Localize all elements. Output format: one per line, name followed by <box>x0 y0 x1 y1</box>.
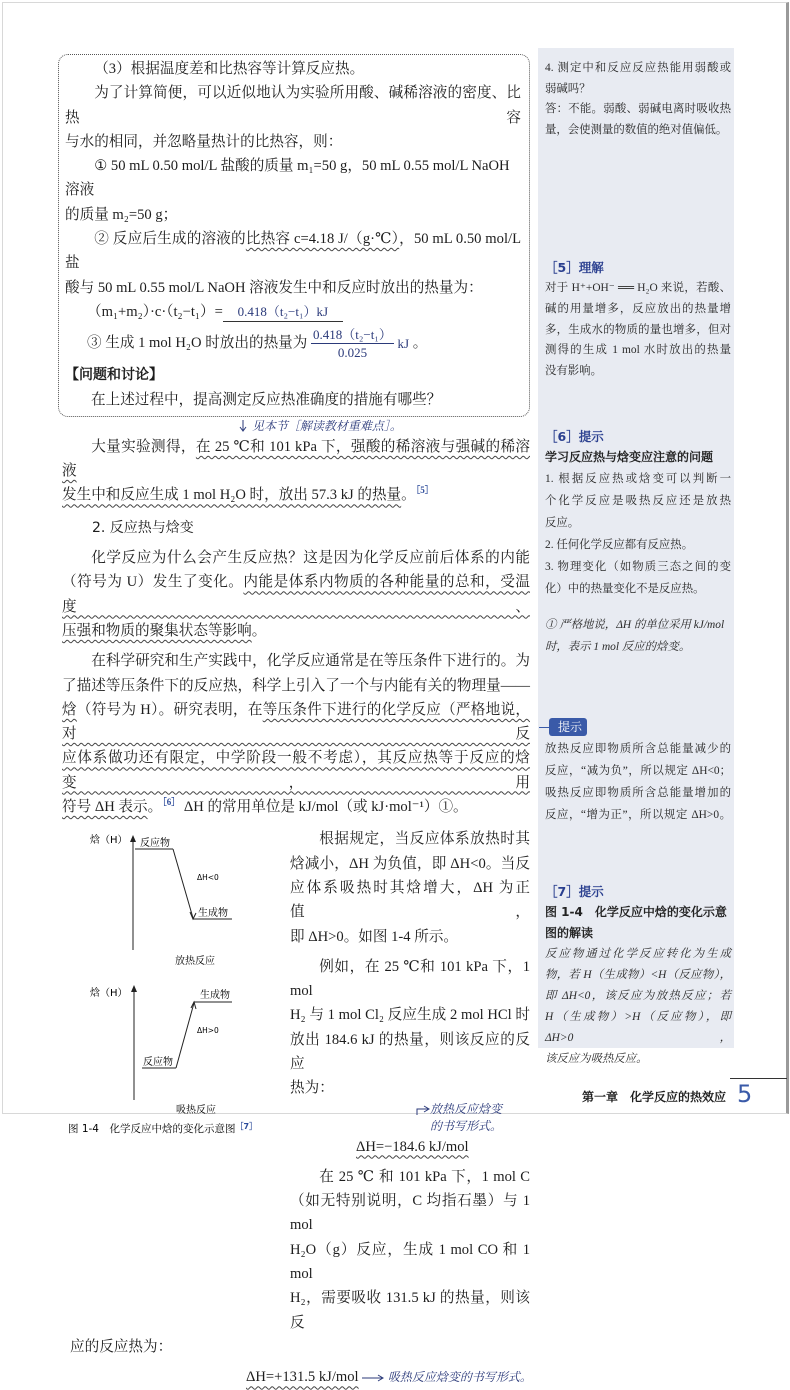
text-line: 吸热反应即物质所含总能量增加的 <box>545 787 731 800</box>
text-line: 酸与 50 mL 0.55 mol/L NaOH 溶液发生中和反应时放出的热量为： <box>65 279 483 296</box>
handwritten-note-exo-line-1 <box>290 1101 530 1118</box>
text-line: 化）中的热量变化不是反应热。 <box>545 583 705 596</box>
text-line: 个化学反应是吸热反应还是放热 <box>545 495 731 508</box>
note-6-title: ［6］提示 <box>545 429 604 445</box>
note-reference: ［5］ <box>415 485 434 496</box>
text-line: 4. 测定中和反应反应热能用弱酸或 <box>545 62 731 74</box>
fraction-denominator: 0.025 <box>337 345 368 361</box>
text-line: 为了计算简便，可以近似地认为实验所用酸、碱稀溶液的密度、比热容 <box>65 85 521 126</box>
text-line: 的质量 m₂=50 g； <box>65 206 178 223</box>
note-6-subtitle: 学习反应热与焓变应注意的问题 <box>545 450 714 465</box>
figure-row <box>62 827 530 1335</box>
arrow-down-icon <box>238 420 248 432</box>
transition-line <box>173 849 193 918</box>
emphasized-text: 在 25 ℃和 101 kPa 下，强酸的稀溶液与强碱的稀溶液 <box>62 438 530 480</box>
formula-line <box>65 300 521 324</box>
fraction <box>311 326 394 361</box>
text-line: ① 50 mL 0.50 mol/L 盐酸的质量 m₁=50 g，50 mL 0.55 mol/L NaOH 溶液 <box>65 158 510 199</box>
text-line: 量，会使测量的数值的绝对值偏低。 <box>545 123 728 136</box>
text-line: H₂ 与 1 mol Cl₂ 反应生成 2 mol HCl 时 <box>290 1007 530 1024</box>
text-line: 反应。 <box>545 517 580 530</box>
figure-caption-line <box>68 1121 257 1135</box>
text-line: 反应，“减为负”，所以规定 ΔH<0； <box>545 765 731 778</box>
text-line <box>62 795 530 819</box>
emphasized-text: 发生中和反应生成 1 mol H₂O 时，放出 57.3 kJ 的热量 <box>62 487 402 504</box>
text-line: 没有影响。 <box>545 364 602 377</box>
text-line <box>62 435 530 484</box>
text-line <box>65 227 521 276</box>
product-label: 生成物 <box>198 908 228 920</box>
chapter-title: 第一章 化学反应的热效应 <box>582 1090 727 1105</box>
main-column <box>62 54 530 1390</box>
emphasized-text: 压强和物质的聚集状态等影响 <box>62 622 252 639</box>
equation-endothermic: ΔH=+131.5 kJ/mol <box>246 1369 359 1386</box>
figure-side-text <box>290 827 530 1335</box>
text-line: ① 严格地说，ΔH 的单位采用 kJ/mol <box>545 619 725 632</box>
text-line: 即 ΔH<0，该反应为放热反应；若 <box>545 990 731 1003</box>
text-segment: 。 <box>147 799 163 816</box>
reactant-label: 反应物 <box>143 1057 173 1069</box>
text-line: （如无特别说明，C 均指石墨）与 1 mol <box>290 1193 530 1234</box>
text-line: 多，生成水的物质的量也增多，但对 <box>545 323 731 336</box>
note-7-title: ［7］提示 <box>545 884 604 900</box>
tip-badge: 提示 <box>549 718 587 736</box>
text-line: 例如，在 25 ℃和 101 kPa 下，1 mol <box>290 958 530 1000</box>
text-line <box>62 698 530 747</box>
note-arrow-icon <box>362 1373 384 1383</box>
handwritten-note-endo: 吸热反应焓变的书写形式。 <box>387 1370 532 1385</box>
reactant-label: 反应物 <box>140 838 170 850</box>
axis-label: 焓（H） <box>90 988 128 1000</box>
handwritten-note-see-section: 见本节［解读教材重难点］。 <box>251 418 402 433</box>
text-line: 弱碱吗？ <box>545 82 591 95</box>
text-segment: 。 <box>401 487 416 504</box>
text-line: 了描述等压条件下的反应热，科学上引入了一个与内能有关的物理量—— <box>62 677 530 694</box>
text-line: （3）根据温度差和比热容等计算反应热。 <box>94 61 365 77</box>
item3-end: 。 <box>412 335 428 352</box>
text-segment: 大量实验测得， <box>91 438 196 455</box>
note-arrow-icon <box>416 1103 430 1115</box>
discussion-question: 在上述过程中，提高测定反应热准确度的措施有哪些？ <box>91 391 442 408</box>
emphasized-text: 等压条件下进行的化学反应（严格地说，对反 <box>62 701 530 743</box>
emphasized-text: 焓 <box>62 701 77 718</box>
text-line: 2. 任何化学反应都有反应热。 <box>545 539 694 552</box>
page-number: 5 <box>737 1080 753 1109</box>
text-line: 根据规定，当反应体系放热时其 <box>319 831 530 848</box>
axis-arrow-icon <box>130 835 136 842</box>
emphasized-text: 应体系做功还有限定，中学阶段一般不考虑），其反应热等于反应的焓变，用 <box>62 750 530 791</box>
text-segment: （符号为 H）。研究表明，在 <box>76 701 263 718</box>
text-line: 放热反应即物质所含总能量减少的 <box>545 743 731 756</box>
paragraph-neutralization <box>62 435 530 508</box>
paragraph-enthalpy <box>62 649 530 819</box>
axis-label: 焓（H） <box>90 835 128 847</box>
endothermic-diagram <box>89 985 232 1116</box>
text-line: 与水的相同，并忽略量热计的比热容，则： <box>65 133 343 150</box>
handwritten-note-exo-1: 放热反应焓变 <box>430 1101 503 1116</box>
delta-h-label: ΔH>0 <box>197 1026 219 1036</box>
equation-text: ΔH=−184.6 kJ/mol <box>356 1138 469 1155</box>
text-line: 对于 H⁺+OH⁻ ══ H₂O 来说，若酸、 <box>545 282 731 295</box>
text-line: 测得的生成 1 mol 水时放出的热量 <box>545 344 731 357</box>
text-line: 热为： <box>290 1080 334 1097</box>
text-segment: ，50 mL 0.50 mol/L 盐 <box>65 231 521 272</box>
text-segment: ② 反应后生成的溶液的 <box>94 231 246 248</box>
note-7-text <box>545 944 731 1070</box>
text-line: 碱的用量增多，反应放出的热量增 <box>545 302 731 315</box>
note-5-title: ［5］理解 <box>545 260 604 276</box>
text-line: 即 ΔH>0。如图 1-4 所示。 <box>290 928 459 945</box>
formula-left: （m₁+m₂）·c·（t₂−t₁）= <box>87 303 223 320</box>
experiment-text <box>65 57 521 300</box>
text-line: 图 1-4 化学反应中焓的变化示意 <box>545 905 727 920</box>
axis-arrow-icon <box>131 985 137 992</box>
handwritten-note-exo-2: 的书写形式。 <box>430 1118 503 1133</box>
text-line: 图的解读 <box>545 926 594 941</box>
footnote <box>545 614 731 658</box>
text-line: 反应物通过化学反应转化为生成 <box>545 948 731 961</box>
paragraph-sign-convention <box>290 827 530 948</box>
text-line: 时，表示 1 mol 反应的焓变。 <box>545 641 691 654</box>
sidebar-column <box>545 58 753 1109</box>
text-line: 在科学研究和生产实践中，化学反应通常是在等压条件下进行的。为 <box>91 653 530 670</box>
text-line: 放出 184.6 kJ 的热量，则该反应的反应 <box>290 1031 530 1072</box>
emphasized-text: 内能是体系内物质的各种能量的总和，受温度、 <box>62 574 530 615</box>
text-line: 应体系吸热时其焓增大，ΔH 为正值， <box>290 879 530 921</box>
text-line: H₂O（g）反应，生成 1 mol CO 和 1 mol <box>290 1241 530 1283</box>
transition-line <box>176 1003 194 1068</box>
emphasized-text: 比热容 c=4.18 J/（g·℃） <box>245 231 400 248</box>
item3-line <box>65 326 521 361</box>
fraction-numerator: 0.418（t₂−t₁） <box>313 327 392 343</box>
text-segment: 。 <box>251 622 267 639</box>
question-4-note <box>545 58 731 140</box>
paragraph-end: 应的反应热为： <box>70 1338 173 1355</box>
tip-row <box>545 716 731 738</box>
text-line: 3. 物理变化（如物质三态之间的变 <box>545 561 731 574</box>
fraction-unit: kJ <box>397 335 410 351</box>
note-reference: ［6］ <box>162 797 181 808</box>
product-label: 生成物 <box>200 990 230 1002</box>
text-line: 物，若 H（生成物）<H（反应物）， <box>545 969 731 982</box>
discussion-title: 【问题和讨论】 <box>65 367 163 384</box>
diagram-caption: 放热反应 <box>175 956 215 968</box>
footer-rule <box>730 1078 787 1079</box>
text-line: H₂，需要吸收 131.5 kJ 的热量，则该反 <box>290 1290 530 1331</box>
equation-exothermic <box>290 1135 530 1159</box>
text-line: 焓减小，ΔH 为负值，即 ΔH<0。当反 <box>290 855 530 872</box>
equation-endothermic-line <box>62 1365 530 1389</box>
paragraph-example-carbon <box>290 1165 530 1335</box>
text-line <box>62 570 530 619</box>
paragraph-internal-energy <box>62 546 530 643</box>
text-line: 化学反应为什么会产生反应热？这是因为化学反应前后体系的内能 <box>91 550 530 567</box>
see-section-note <box>62 418 530 435</box>
note-6-text <box>545 468 731 600</box>
item3-text: ③ 生成 1 mol H₂O 时放出的热量为 <box>87 335 308 352</box>
text-line: 该反应为吸热反应。 <box>545 1053 648 1066</box>
exothermic-diagram <box>89 833 232 967</box>
text-line <box>62 746 530 795</box>
text-segment: （符号为 U）发生了变化。 <box>62 574 244 591</box>
diagram-caption: 吸热反应 <box>176 1105 216 1117</box>
emphasized-text: 符号 ΔH 表示 <box>62 799 148 816</box>
paragraph-example-hcl <box>290 955 530 1101</box>
delta-h-label: ΔH<0 <box>197 873 219 883</box>
text-line: 反应，“增为正”，所以规定 ΔH>0。 <box>545 809 731 822</box>
tip-text <box>545 738 731 826</box>
experiment-box <box>58 54 530 417</box>
formula-answer: 0.418（t₂−t₁）kJ <box>223 303 343 322</box>
figure-caption: 图 1-4 化学反应中焓的变化示意图 <box>68 1123 236 1136</box>
note-5-text <box>545 278 731 381</box>
text-line: 在 25 ℃ 和 101 kPa 下，1 mol C <box>319 1168 530 1185</box>
enthalpy-figure <box>62 827 290 1139</box>
text-line: 1. 根据反应热或焓变可以判断一 <box>545 473 731 486</box>
note-7-subtitle <box>545 902 731 944</box>
text-segment: ΔH 的常用单位是 kJ/mol（或 kJ·mol⁻¹）①。 <box>180 799 468 816</box>
figure-ref: ［7］ <box>235 1122 258 1132</box>
text-line <box>62 483 530 507</box>
text-line <box>62 619 530 643</box>
page-footer <box>545 1080 753 1109</box>
text-line: 答：不能。弱酸、弱碱电离时吸收热 <box>545 103 731 116</box>
text-line: H（生成物）>H（反应物），即 ΔH>0， <box>545 1011 731 1045</box>
section-heading: 2. 反应热与焓变 <box>92 519 194 536</box>
